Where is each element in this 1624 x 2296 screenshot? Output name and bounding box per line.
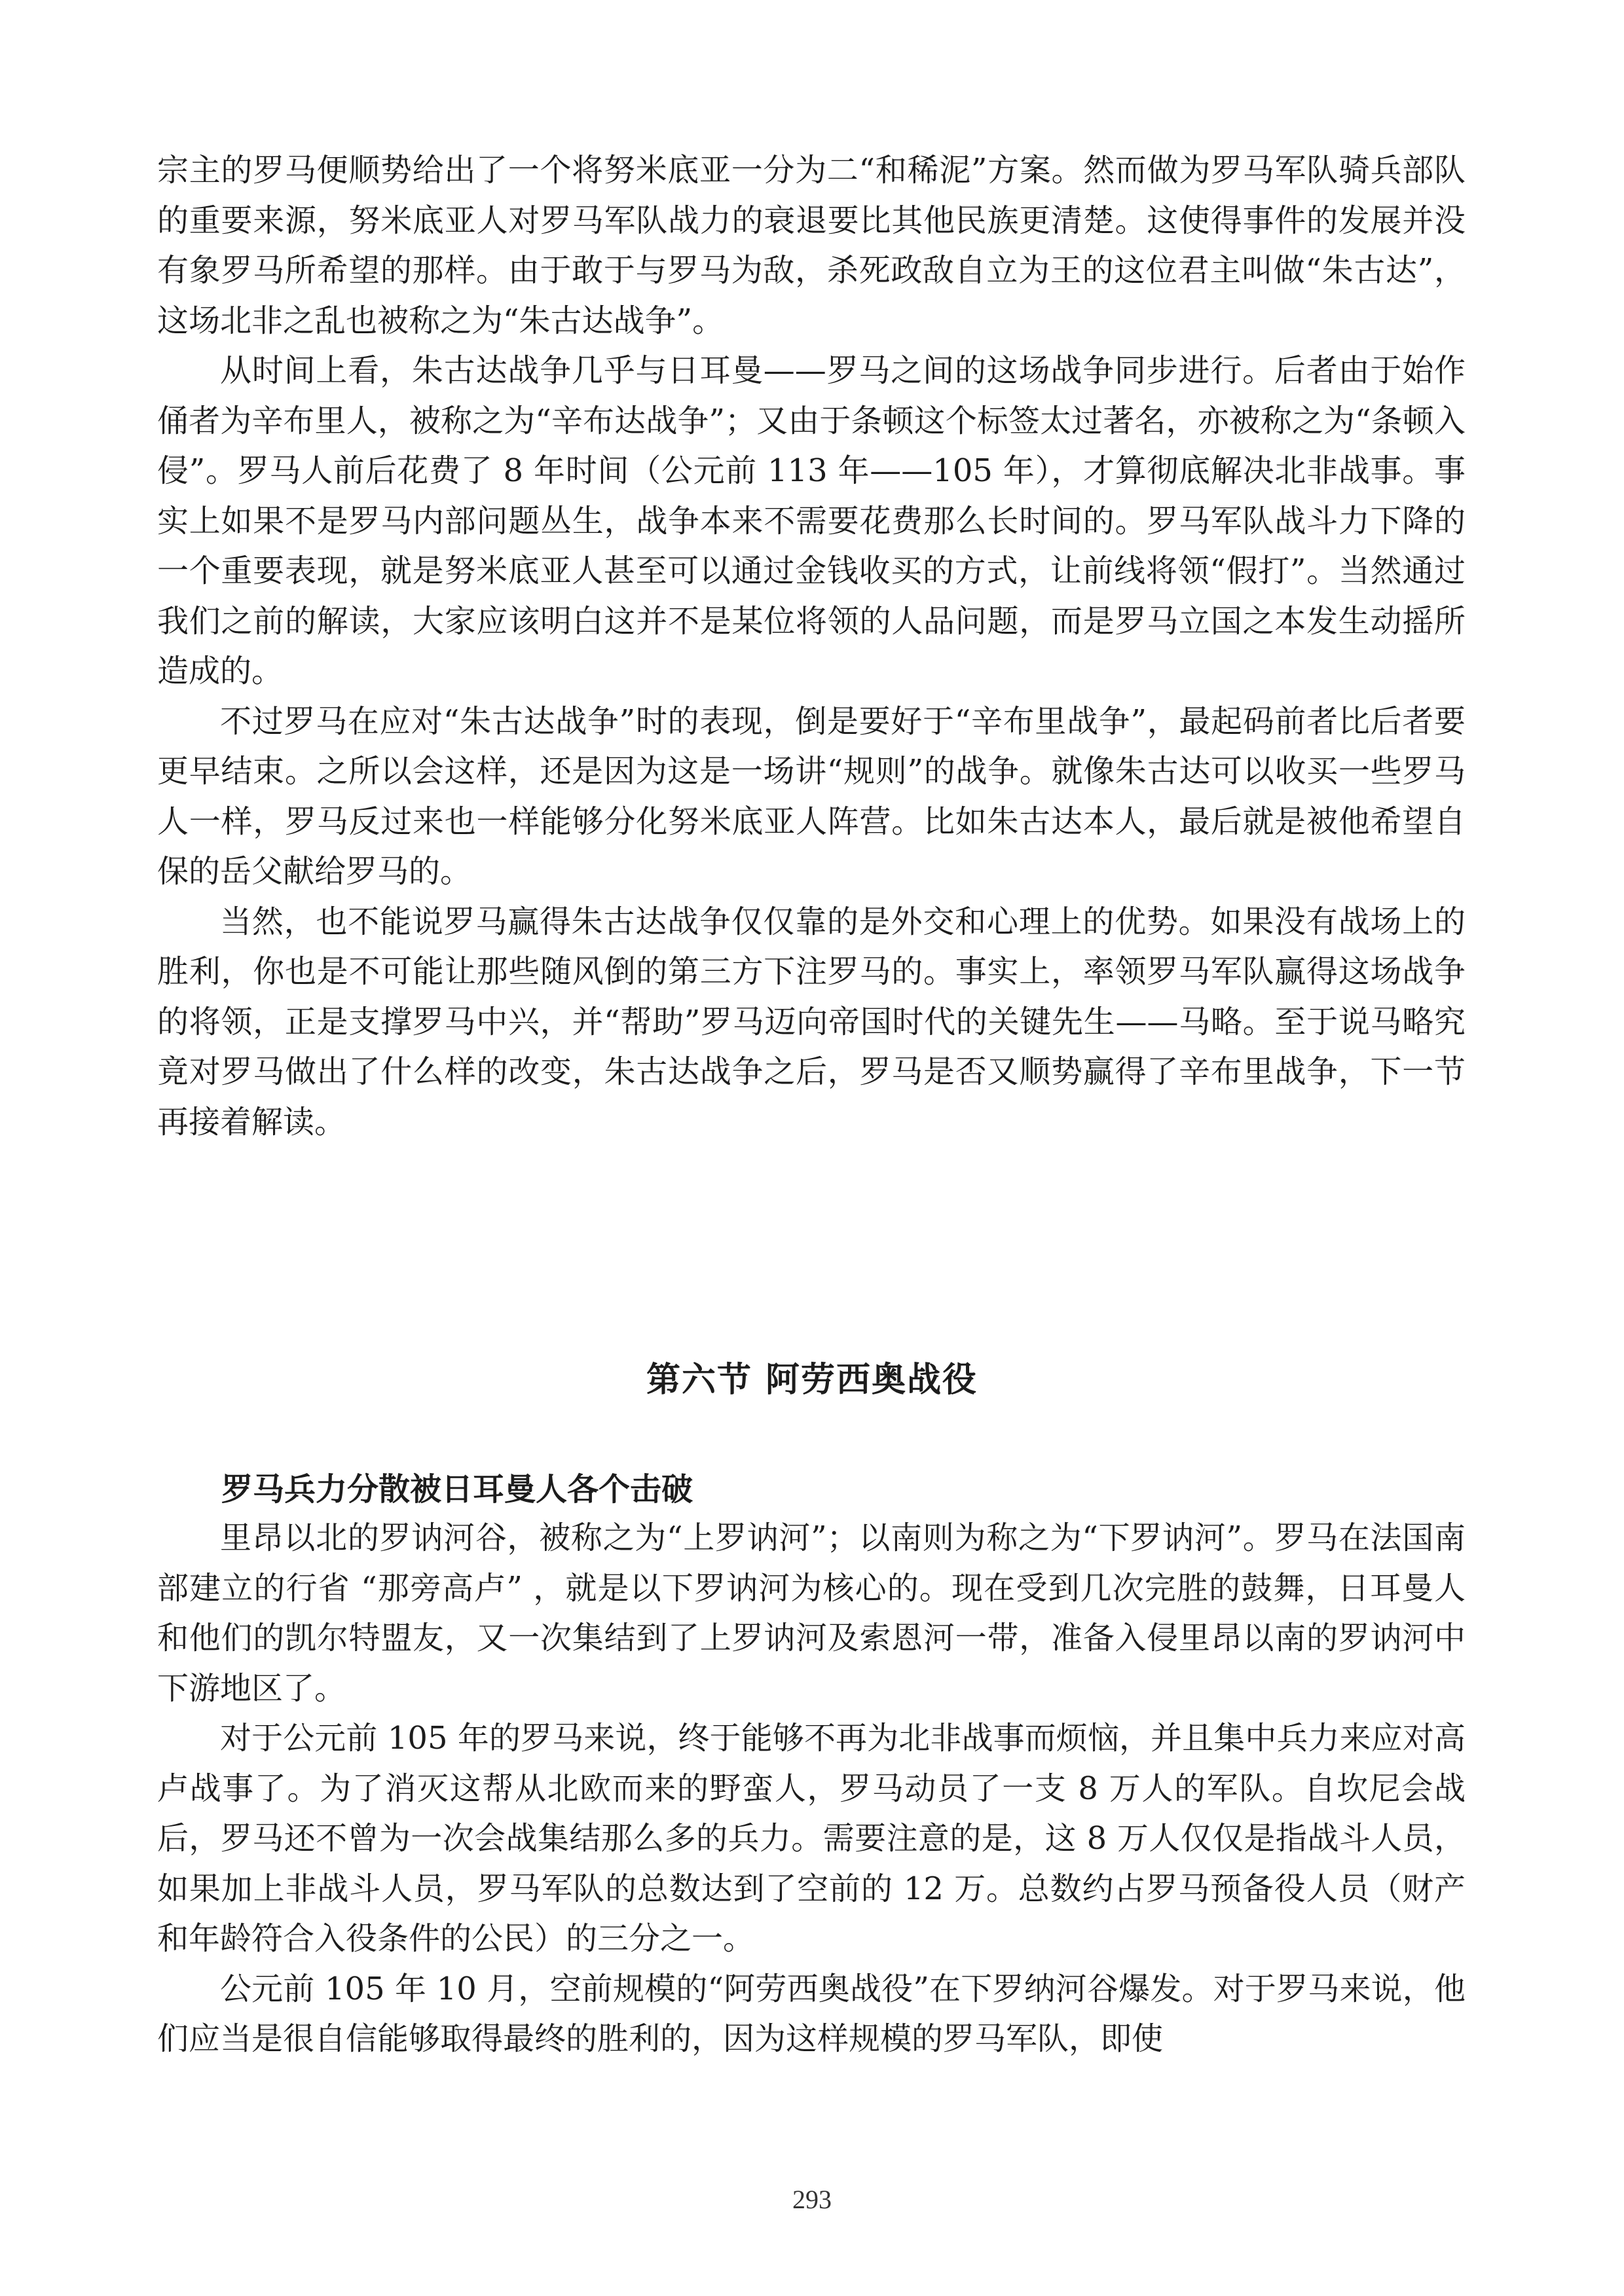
paragraph: 从时间上看，朱古达战争几乎与日耳曼——罗马之间的这场战争同步进行。后者由于始作俑者为辛布里人，被称之为“辛布达战争”；又由于条顿这个标签太过著名，亦被称之为“条顿入侵”。罗马人前后花费了 8 年时间（公元前 113 年——105 年），才算彻底解决北非战事。事实上如果不是罗马内部问题丛生，战争本来不需要花费那么长时间的。罗马军队战斗力下降的一个重要表现，就是努米底亚人甚至可以通过金钱收买的方式，让前线将领“假打”。当然通过我们之前的解读，大家应该明白这并不是某位将领的人品问题，而是罗马立国之本发生动摇所造成的。 [157,352,1466,689]
page-number: 293 [792,2185,832,2214]
paragraph: 里昂以北的罗讷河谷，被称之为“上罗讷河”；以南则为称之为“下罗讷河”。罗马在法国南部建立的行省 “那旁高卢” ，就是以下罗讷河为核心的。现在受到几次完胜的鼓舞，日耳曼人和他们的凯尔特盟友，又一次集结到了上罗讷河及索恩河一带，准备入侵里昂以南的罗讷河中下游地区了。 [157,1520,1466,1707]
paragraph: 当然，也不能说罗马赢得朱古达战争仅仅靠的是外交和心理上的优势。如果没有战场上的胜利，你也是不可能让那些随风倒的第三方下注罗马的。事实上，率领罗马军队赢得这场战争的将领，正是支撑罗马中兴，并“帮助”罗马迈向帝国时代的关键先生——马略。至于说马略究竟对罗马做出了什么样的改变，朱古达战争之后，罗马是否又顺势赢得了辛布里战争，下一节再接着解读。 [157,903,1466,1140]
bottom-text-block [157,1513,1466,2064]
paragraph: 不过罗马在应对“朱古达战争”时的表现，倒是要好于“辛布里战争”，最起码前者比后者要更早结束。之所以会这样，还是因为这是一场讲“规则”的战争。就像朱古达可以收买一些罗马人一样，罗马反过来也一样能够分化努米底亚人阵营。比如朱古达本人，最后就是被他希望自保的岳父献给罗马的。 [157,702,1466,890]
paragraph-continued: 宗主的罗马便顺势给出了一个将努米底亚一分为二“和稀泥”方案。然而做为罗马军队骑兵部队的重要来源，努米底亚人对罗马军队战力的衰退要比其他民族更清楚。这使得事件的发展并没有象罗马所希望的那样。由于敢于与罗马为敌，杀死政敌自立为王的这位君主叫做“朱古达”，这场北非之乱也被称之为“朱古达战争”。 [157,152,1466,339]
top-text-block [157,145,1466,1147]
section-heading: 第六节 阿劳西奥战役 [646,1360,978,1400]
paragraph: 公元前 105 年 10 月，空前规模的“阿劳西奥战役”在下罗纳河谷爆发。对于罗马来说，他们应当是很自信能够取得最终的胜利的，因为这样规模的罗马军队，即使 [157,1970,1466,2057]
subsection-heading: 罗马兵力分散被日耳曼人各个击破 [221,1471,693,1508]
paragraph: 对于公元前 105 年的罗马来说，终于能够不再为北非战事而烦恼，并且集中兵力来应对高卢战事了。为了消灭这帮从北欧而来的野蛮人，罗马动员了一支 8 万人的军队。自坎尼会战后，罗马还不曾为一次会战集结那么多的兵力。需要注意的是，这 8 万人仅仅是指战斗人员，如果加上非战斗人员，罗马军队的总数达到了空前的 12 万。总数约占罗马预备役人员（财产和年龄符合入役条件的公民）的三分之一。 [157,1720,1466,1957]
